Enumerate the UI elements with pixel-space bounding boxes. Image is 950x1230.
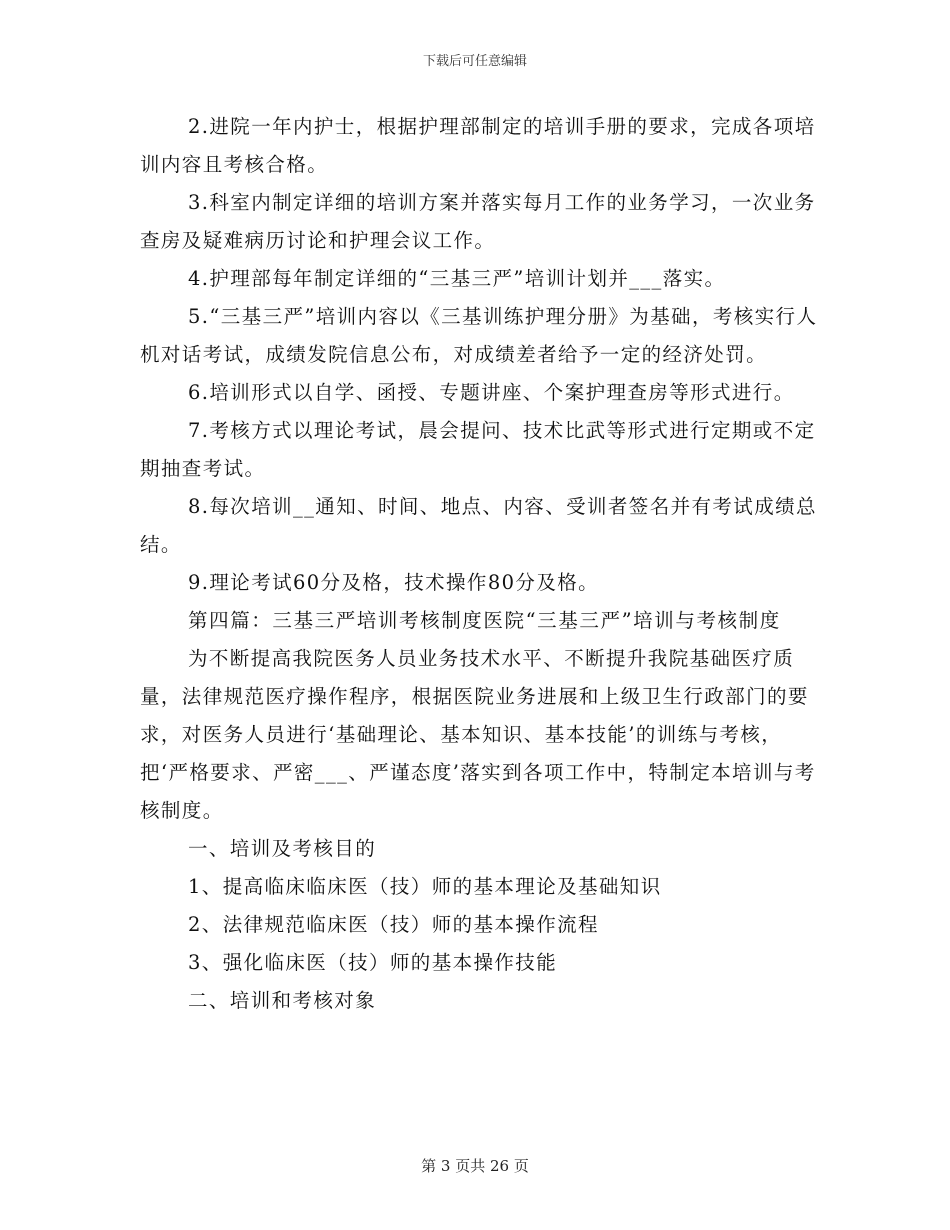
page-header: 下载后可任意编辑	[422, 54, 527, 69]
paragraph-item-2: 2.进院一年内护士，根据护理部制定的培训手册的要求，完成各项培训内容且考核合格。	[140, 115, 816, 176]
paragraph-item-3: 3.科室内制定详细的培训方案并落实每月工作的业务学习，一次业务查房及疑难病历讨论和护理会议工作。	[140, 191, 816, 252]
paragraph-item-8: 8.每次培训__通知、时间、地点、内容、受训者签名并有考试成绩总结。	[140, 495, 817, 556]
paragraph-item-5: 5.“三基三严”培训内容以《三基训练护理分册》为基础，考核实行人机对话考试，成绩发院信息公布，对成绩差者给予一定的经济处罚。	[140, 305, 818, 366]
purpose-item-1: 1、提高临床临床医（技）师的基本理论及基础知识	[188, 875, 662, 898]
paragraph-item-4: 4.护理部每年制定详细的“三基三严”培训计划并___落实。	[188, 267, 726, 290]
intro-paragraph: 为不断提高我院医务人员业务技术水平、不断提升我院基础医疗质量，法律规范医疗操作程序，根据医院业务进展和上级卫生行政部门的要求，对医务人员进行‘基础理论、基本知识、基本技能’的训练与考核，把‘严格要求、严密___、严谨态度’落实到各项工作中，特制定本培训与考核制度。	[140, 647, 816, 822]
document-body	[140, 108, 820, 1020]
page-number-footer: 第 3 页共 26 页	[421, 1157, 529, 1175]
section-heading-targets: 二、培训和考核对象	[188, 989, 377, 1012]
paragraph-item-9: 9.理论考试60分及格，技术操作80分及格。	[188, 571, 600, 594]
purpose-item-3: 3、强化临床医（技）师的基本操作技能	[188, 951, 558, 974]
section-heading-purpose: 一、培训及考核目的	[188, 837, 377, 860]
paragraph-item-6: 6.培训形式以自学、函授、专题讲座、个案护理查房等形式进行。	[188, 381, 795, 404]
section-title-part-four: 第四篇：三基三严培训考核制度医院“三基三严”培训与考核制度	[188, 609, 781, 632]
purpose-item-2: 2、法律规范临床医（技）师的基本操作流程	[188, 913, 599, 936]
paragraph-item-7: 7.考核方式以理论考试，晨会提问、技术比武等形式进行定期或不定期抽查考试。	[140, 419, 816, 480]
